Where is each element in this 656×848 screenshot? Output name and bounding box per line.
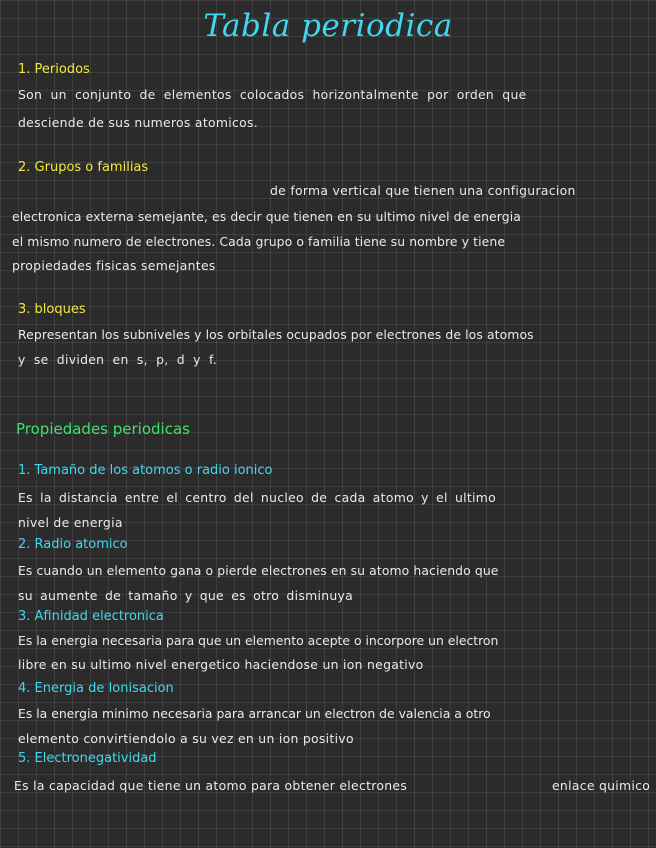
- heading-grupos: 2. Grupos o familias: [18, 160, 149, 175]
- text-line: el mismo numero de electrones. Cada grupo o familia tiene su nombre y tiene: [12, 234, 506, 249]
- text-line: Son un conjunto de elementos colocados horizontalmente por orden que: [18, 87, 527, 102]
- text-line: nivel de energia: [18, 515, 123, 530]
- page-title: Tabla periodica: [203, 8, 453, 44]
- text-line: Representan los subniveles y los orbitales ocupados por electrones de los atomos: [18, 327, 534, 342]
- text-line: su aumente de tamaño y que es otro disminuya: [18, 588, 354, 603]
- heading-periodos: 1. Periodos: [18, 62, 90, 77]
- text-line: electronica externa semejante, es decir que tienen en su ultimo nivel de energia: [12, 209, 521, 224]
- text-line: Es la energia minimo necesaria para arrancar un electron de valencia a otro: [18, 706, 491, 721]
- text-line: enlace quimico: [552, 778, 651, 793]
- subheading-radio-atomico: 2. Radio atomico: [18, 537, 128, 552]
- text-line: elemento convirtiendolo a su vez en un ion positivo: [18, 731, 354, 746]
- subheading-energia-ionisacion: 4. Energia de Ionisacion: [18, 681, 174, 696]
- text-line: Es la energia necesaria para que un elemento acepte o incorpore un electron: [18, 633, 499, 648]
- subheading-electronegatividad: 5. Electronegatividad: [18, 751, 157, 766]
- text-line: y se dividen en s, p, d y f.: [18, 352, 218, 367]
- subheading-afinidad: 3. Afinidad electronica: [18, 609, 164, 624]
- text-line: Es cuando un elemento gana o pierde electrones en su atomo haciendo que: [18, 563, 499, 578]
- text-line: de forma vertical que tienen una configuracion: [270, 183, 576, 198]
- text-line: propiedades fisicas semejantes: [12, 258, 216, 273]
- text-line: Es la distancia entre el centro del nucleo de cada atomo y el ultimo: [18, 490, 497, 505]
- heading-bloques: 3. bloques: [18, 302, 86, 317]
- text-line: desciende de sus numeros atomicos.: [18, 115, 258, 130]
- text-line: libre en su ultimo nivel energetico haciendose un ion negativo: [18, 657, 424, 672]
- subheading-tamano: 1. Tamaño de los atomos o radio ionico: [18, 463, 273, 478]
- text-line: Es la capacidad que tiene un atomo para obtener electrones: [14, 778, 408, 793]
- heading-propiedades: Propiedades periodicas: [16, 420, 190, 438]
